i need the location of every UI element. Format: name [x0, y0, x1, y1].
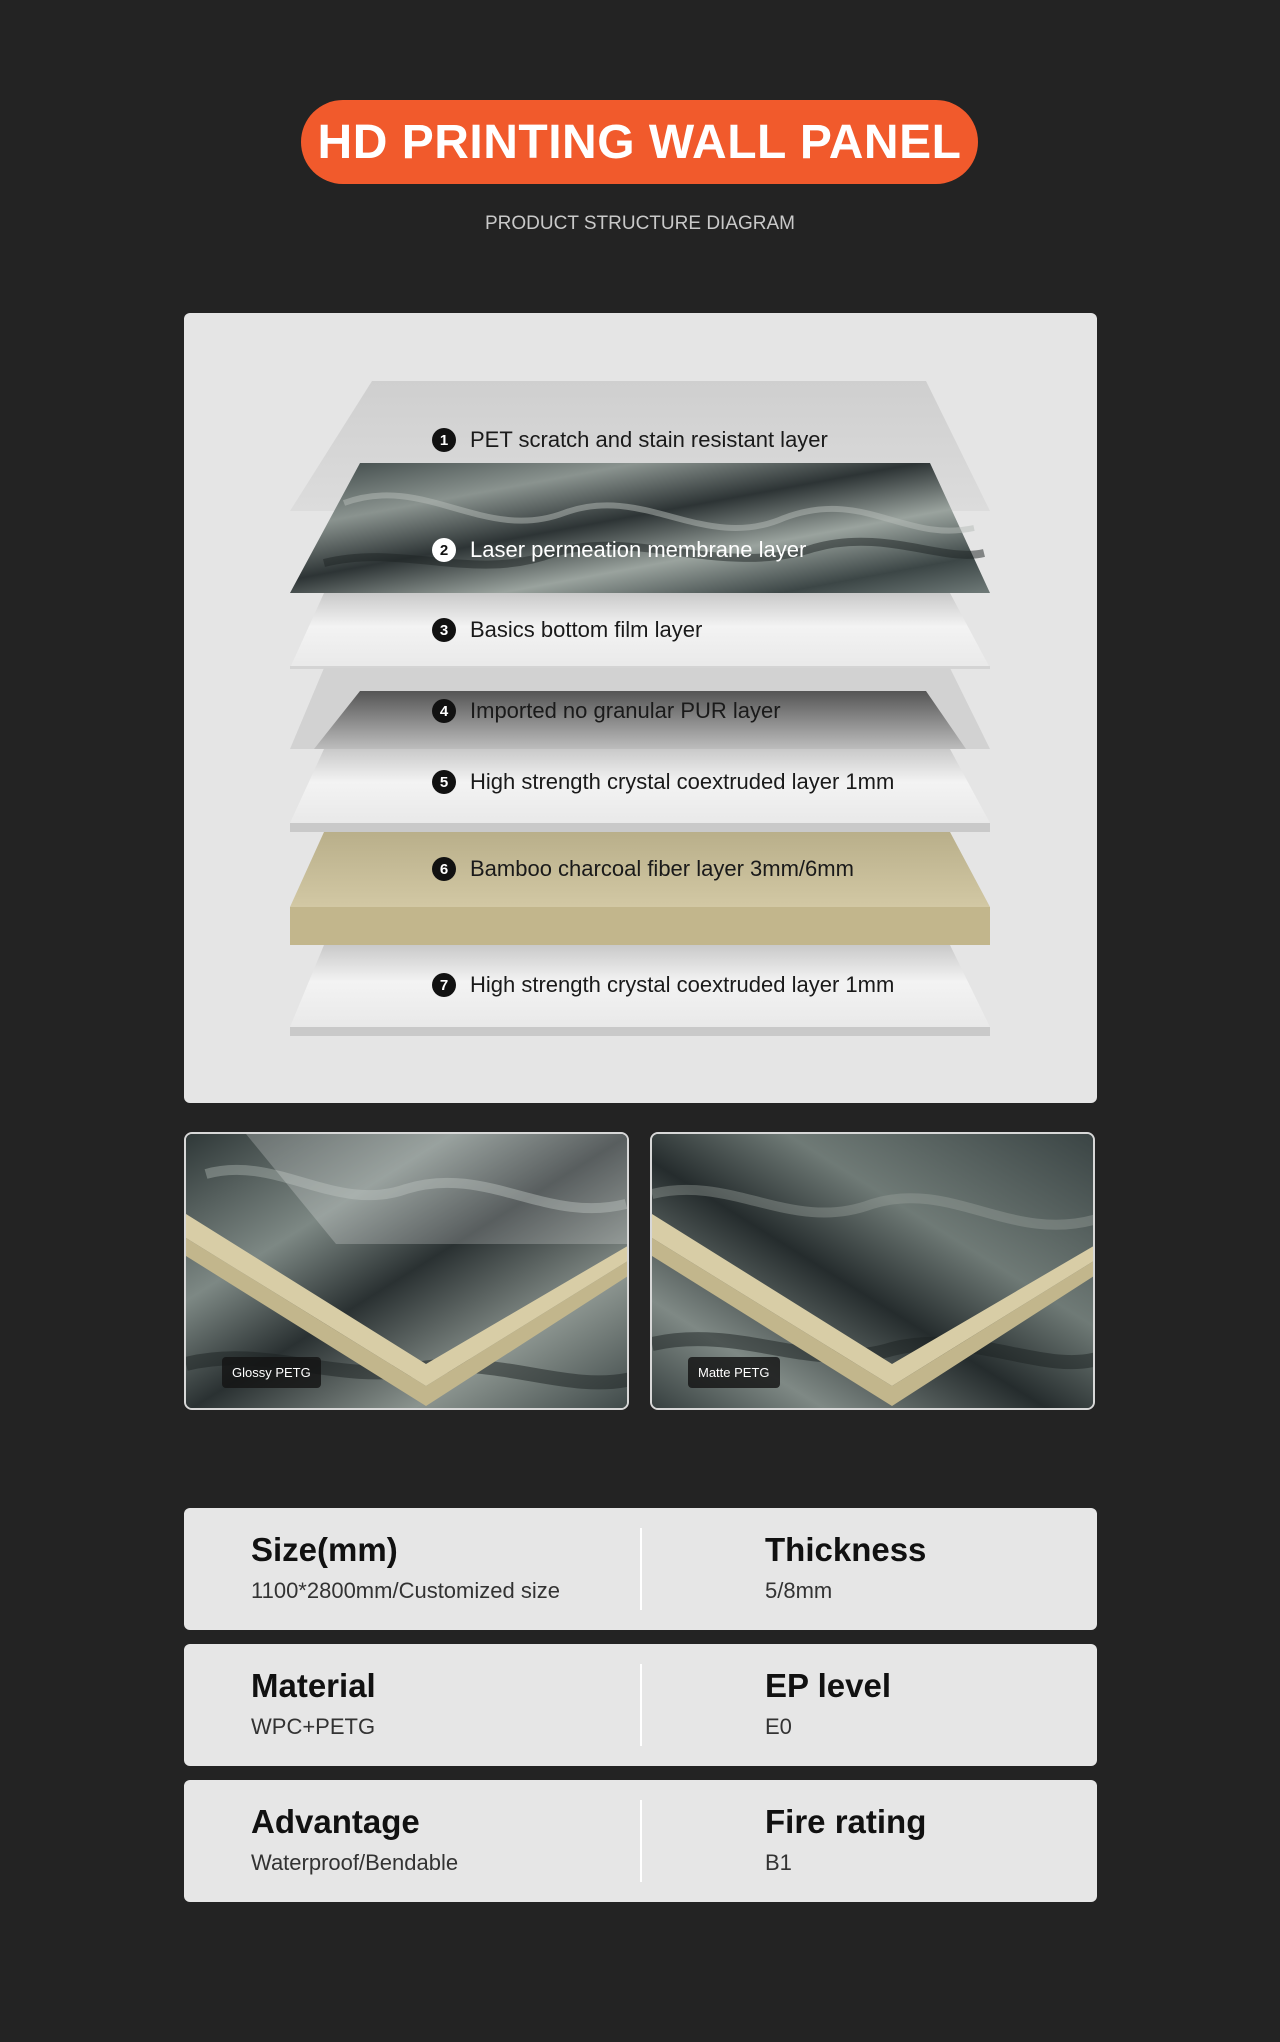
sample-matte	[650, 1132, 1095, 1410]
layer-text: Bamboo charcoal fiber layer 3mm/6mm	[470, 856, 854, 881]
spec-material	[251, 1666, 376, 1740]
divider	[640, 1664, 642, 1746]
spec-value: B1	[765, 1850, 792, 1875]
layer-label-6	[432, 854, 854, 884]
number-badge: 6	[432, 857, 456, 881]
sample-glossy	[184, 1132, 629, 1410]
spec-size	[251, 1530, 560, 1604]
spec-label: Advantage	[251, 1803, 420, 1840]
number-badge: 4	[432, 699, 456, 723]
spec-row-size	[184, 1508, 1097, 1630]
spec-advantage	[251, 1802, 458, 1876]
spec-label: EP level	[765, 1667, 891, 1704]
number-badge: 3	[432, 618, 456, 642]
sample-label: Matte PETG	[688, 1357, 780, 1388]
page-title	[301, 100, 978, 184]
spec-row-advantage	[184, 1780, 1097, 1902]
number-badge: 2	[432, 538, 456, 562]
layer-2-marble	[290, 463, 990, 593]
layer-text: High strength crystal coextruded layer 1mm	[470, 972, 895, 997]
spec-label: Fire rating	[765, 1803, 927, 1840]
layer-text: Laser permeation membrane layer	[470, 537, 807, 562]
layer-label-3	[432, 615, 702, 645]
layer-text: High strength crystal coextruded layer 1mm	[470, 769, 895, 794]
spec-label: Thickness	[765, 1531, 927, 1568]
spec-value: WPC+PETG	[251, 1714, 376, 1739]
spec-label: Material	[251, 1667, 376, 1704]
spec-row-material	[184, 1644, 1097, 1766]
spec-fire-rating	[765, 1802, 926, 1876]
number-badge: 7	[432, 973, 456, 997]
number-badge: 1	[432, 428, 456, 452]
layer-label-1	[432, 425, 828, 455]
spec-thickness	[765, 1530, 926, 1604]
layer-label-5	[432, 767, 894, 797]
spec-value: 1100*2800mm/Customized size	[251, 1578, 560, 1603]
spec-value: E0	[765, 1714, 792, 1739]
number-badge: 5	[432, 770, 456, 794]
spec-value: Waterproof/Bendable	[251, 1850, 459, 1875]
structure-diagram	[184, 313, 1097, 1103]
layer-label-7	[432, 970, 894, 1000]
layer-label-2	[432, 535, 806, 565]
sample-label: Glossy PETG	[222, 1357, 321, 1388]
divider	[640, 1800, 642, 1882]
layer-label-4	[432, 696, 781, 726]
layer-text: PET scratch and stain resistant layer	[470, 427, 828, 452]
layer-text: Basics bottom film layer	[470, 617, 703, 642]
title-text: HD PRINTING WALL PANEL	[317, 115, 962, 169]
divider	[640, 1528, 642, 1610]
spec-label: Size(mm)	[251, 1531, 398, 1568]
layer-text: Imported no granular PUR layer	[470, 698, 781, 723]
spec-value: 5/8mm	[765, 1578, 833, 1603]
page-subtitle: PRODUCT STRUCTURE DIAGRAM	[485, 213, 795, 234]
spec-ep-level	[765, 1666, 891, 1740]
